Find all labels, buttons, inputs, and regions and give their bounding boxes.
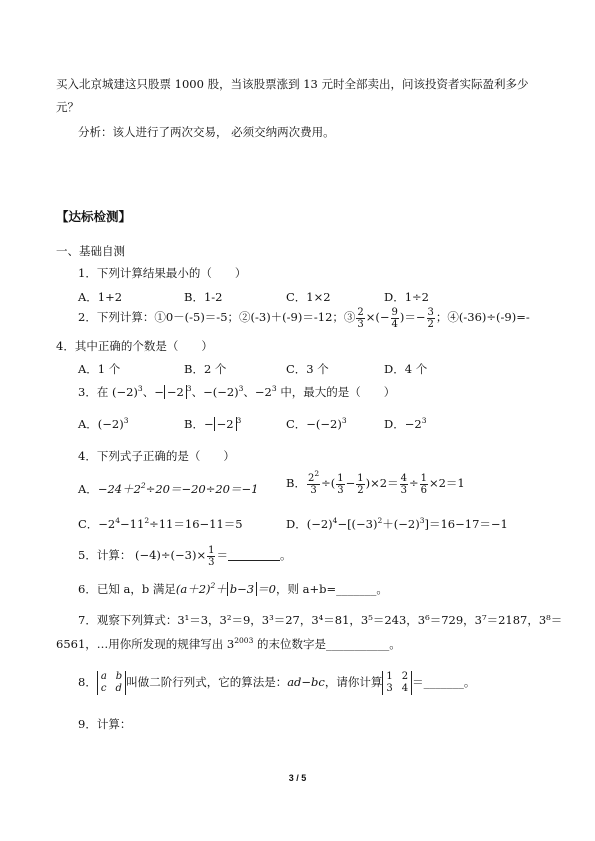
q3-option-a: A．$(-2)^3$ (78, 416, 129, 431)
q4-option-a: A．$-24+2^2\div 20=-20\div 20=-1$ (78, 481, 259, 496)
q6: 6．已知 a，b 满足$(a+2)^2+ b-3 =0$，则 a+b=_______。 (78, 581, 388, 596)
section-subtitle: 一、基础自测 (56, 244, 125, 258)
section-title: 【达标检测】 (56, 209, 132, 224)
q6-stem-suffix: ，则 a+b=_______。 (275, 582, 388, 596)
intro-line-1: 买入北京城建这只股票 1000 股，当该股票涨到 13 元时全部卖出，问该投资者实际盈利多少 (56, 77, 529, 91)
q2-option-b: B．2 个 (184, 362, 227, 376)
q1-option-a: A．1+2 (78, 290, 123, 304)
q2-option-a: A．1 个 (78, 362, 121, 376)
q8-rule: ad−bc (287, 675, 325, 689)
q3-option-c: C．$-(-2)^3$ (286, 416, 347, 431)
page-number: 3 / 5 (288, 773, 307, 783)
q4-stem: 4．下列式子正确的是（ ） (78, 449, 235, 463)
q8-prefix: 8． (78, 675, 97, 689)
q1-option-d: D．1÷2 (384, 290, 429, 304)
q5-stem: 5．计算： (78, 548, 132, 562)
q9-stem: 9．计算： (78, 717, 132, 731)
q1-stem: 1．下列计算结果最小的（ ） (78, 266, 247, 280)
q8 (78, 668, 475, 696)
q6-stem-prefix: 6．已知 a，b 满足 (78, 582, 176, 596)
q5: 5．计算： (−4)÷(−3)× $\frac{1}{3}$ ＝ 。 (78, 544, 292, 568)
q2-stem-continued: 4．其中正确的个数是（ ） (56, 339, 213, 353)
intro-line-2: 元？ (56, 100, 79, 114)
q4-option-d: D．$(-2)^4-[(-3)^2+(-2)^3]=16-17=-1$ (286, 516, 508, 531)
q4-option-c: C．$-2^4-11^2\div 11=16-11=5$ (78, 516, 243, 531)
q8-mid2: ，请你计算 (324, 675, 383, 689)
q8-mid: 叫做二阶行列式，它的算法是： (126, 675, 288, 689)
q3-stem: 3．在 $(-2)^3$、− −2 $^3$、$-(-2)^3$、$-2^3$ 中，最大的是（ ） (78, 384, 396, 399)
q4-option-b: B． $\frac{2^2}{3}$ ÷( $\frac{1}{3}$ − $\frac{1}{2}$ )×2＝ $\frac{4}{3}$ ÷ $\frac{1}{6}$ ×2＝1 (286, 468, 465, 496)
q8-determinant-symbolic: a b c d (97, 671, 126, 695)
q3-stem-suffix: 中，最大的是（ ） (280, 385, 396, 399)
q3-option-b: B．− −2 $^3$ (184, 416, 242, 431)
q3-option-d: D．$-2^3$ (384, 416, 427, 431)
q7-line-2-prefix: 6561，…用你所发现的规律写出 3 (56, 637, 235, 651)
intro-analysis: 分析：该人进行了两次交易， 必须交纳两次费用。 (78, 125, 335, 139)
q3-stem-prefix: 3．在 (78, 385, 109, 399)
q7-line-2-suffix: 的末位数字是___________。 (253, 637, 401, 651)
q2-option-c: C．3 个 (286, 362, 329, 376)
q2-option-d: D．4 个 (384, 362, 428, 376)
q7-line-2 (56, 636, 401, 652)
q7-exponent: 2003 (234, 636, 254, 645)
q8-suffix: ＝_______。 (412, 675, 476, 689)
q7-line-1: 7．观察下列算式：3¹＝3，3²＝9，3³＝27，3⁴＝81，3⁵＝243，3⁶＝729，3⁷＝2187，3⁸＝ (78, 613, 563, 627)
q5-answer-blank[interactable] (228, 549, 280, 561)
q1-option-c: C．1×2 (286, 290, 331, 304)
q8-determinant-numeric: 1 2 3 4 (382, 671, 412, 695)
q2-stem: 2．下列计算：①0－(-5)＝-5；②(-3)＋(-9)＝-12；③ $\frac{2}{3}$ ×(− $\frac{9}{4}$ )＝− $\frac{3}{2}$ ；④(-36)÷(-9)=- (78, 306, 530, 330)
q2-stem-prefix: 2．下列计算：①0－(-5)＝-5；②(-3)＋(-9)＝-12；③ (78, 310, 356, 324)
q1-option-b: B．1-2 (184, 290, 223, 304)
